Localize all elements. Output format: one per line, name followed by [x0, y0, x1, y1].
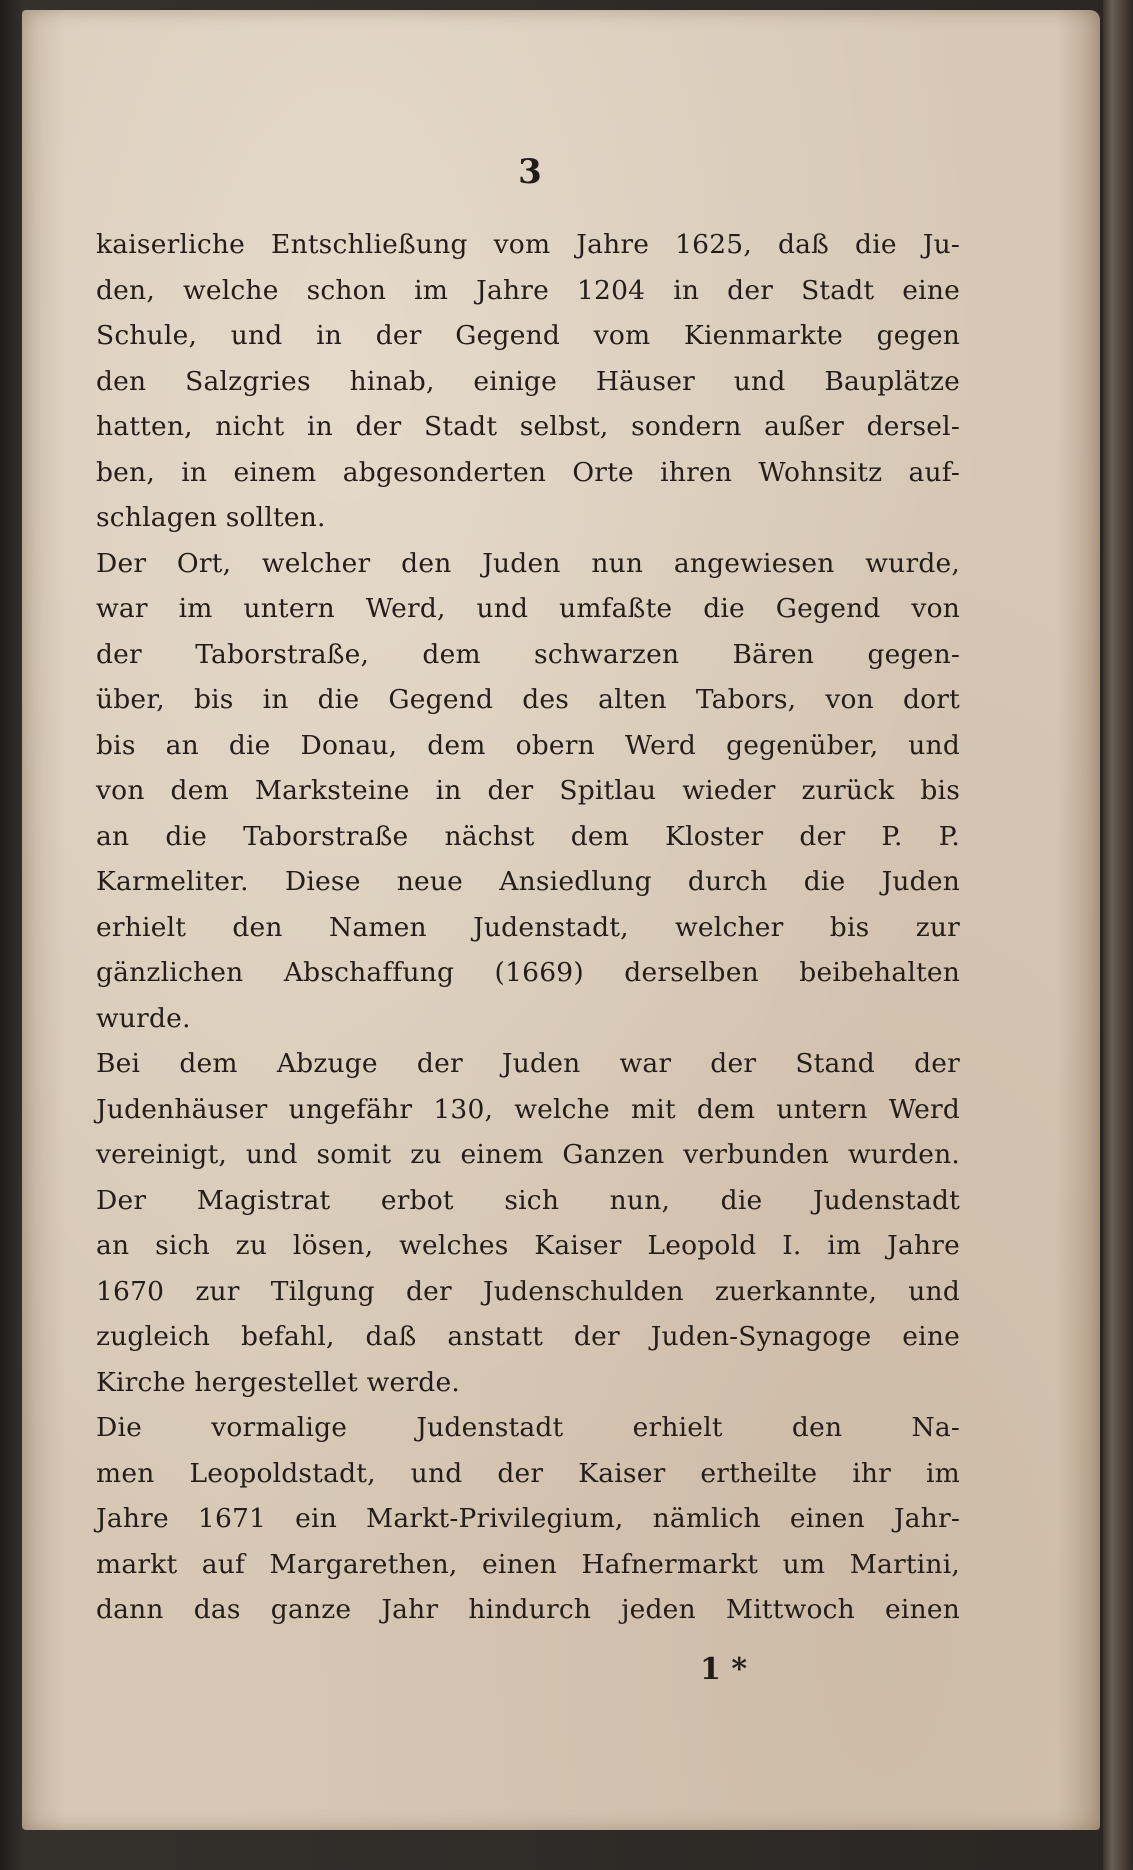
text-line: von dem Marksteine in der Spitlau wieder zurück bis: [96, 775, 960, 806]
text-line: kaiserliche Entschließung vom Jahre 1625, daß die Ju-: [96, 229, 960, 260]
body-text: [96, 222, 960, 1633]
text-line: zugleich befahl, daß anstatt der Juden-Synagoge eine: [96, 1321, 960, 1352]
text-line: vereinigt, und somit zu einem Ganzen verbunden wurden.: [96, 1139, 960, 1170]
text-line: den Salzgries hinab, einige Häuser und Bauplätze: [96, 365, 960, 397]
text-line: 1670 zur Tilgung der Judenschulden zuerkannte, und: [96, 1275, 960, 1307]
text-line: bis an die Donau, dem obern Werd gegenüber, und: [96, 729, 960, 761]
text-line: Jahre 1671 ein Markt-Privilegium, nämlich einen Jahr-: [96, 1503, 960, 1534]
text-line: Die vormalige Judenstadt erhielt den Na-: [96, 1412, 960, 1443]
text-line: gänzlichen Abschaffung (1669) derselben beibehalten: [96, 957, 960, 988]
text-line: an sich zu lösen, welches Kaiser Leopold I. im Jahre: [96, 1230, 960, 1261]
text-line: markt auf Margarethen, einen Hafnermarkt um Martini,: [96, 1548, 960, 1580]
text-line: Schule, und in der Gegend vom Kienmarkte gegen: [96, 320, 960, 351]
text-line: schlagen sollten.: [96, 502, 326, 533]
signature-mark: 1 *: [700, 1652, 748, 1687]
text-line: ben, in einem abgesonderten Orte ihren Wohnsitz auf-: [96, 456, 960, 488]
text-line: war im untern Werd, und umfaßte die Gegend von: [96, 593, 960, 624]
page-number: 3: [518, 152, 542, 192]
text-line: an die Taborstraße nächst dem Kloster der P. P.: [96, 820, 960, 852]
text-line: Der Magistrat erbot sich nun, die Judenstadt: [96, 1184, 960, 1216]
text-line: men Leopoldstadt, und der Kaiser ertheilte ihr im: [96, 1457, 960, 1489]
text-line: dann das ganze Jahr hindurch jeden Mittwoch einen: [96, 1594, 960, 1625]
text-line: der Taborstraße, dem schwarzen Bären gegen-: [96, 638, 960, 670]
text-line: Bei dem Abzuge der Juden war der Stand der: [96, 1048, 960, 1079]
text-line: Der Ort, welcher den Juden nun angewiesen wurde,: [96, 547, 960, 579]
text-line: Karmeliter. Diese neue Ansiedlung durch die Juden: [96, 866, 960, 897]
text-line: Kirche hergestellet werde.: [96, 1366, 460, 1398]
book-page-edge: [1103, 0, 1133, 1870]
text-line: den, welche schon im Jahre 1204 in der Stadt eine: [96, 274, 960, 306]
text-line: wurde.: [96, 1002, 191, 1034]
text-line: über, bis in die Gegend des alten Tabors, von dort: [96, 684, 960, 715]
text-line: hatten, nicht in der Stadt selbst, sondern außer dersel-: [96, 411, 960, 442]
text-line: Judenhäuser ungefähr 130, welche mit dem untern Werd: [96, 1093, 960, 1125]
text-line: erhielt den Namen Judenstadt, welcher bis zur: [96, 911, 960, 943]
